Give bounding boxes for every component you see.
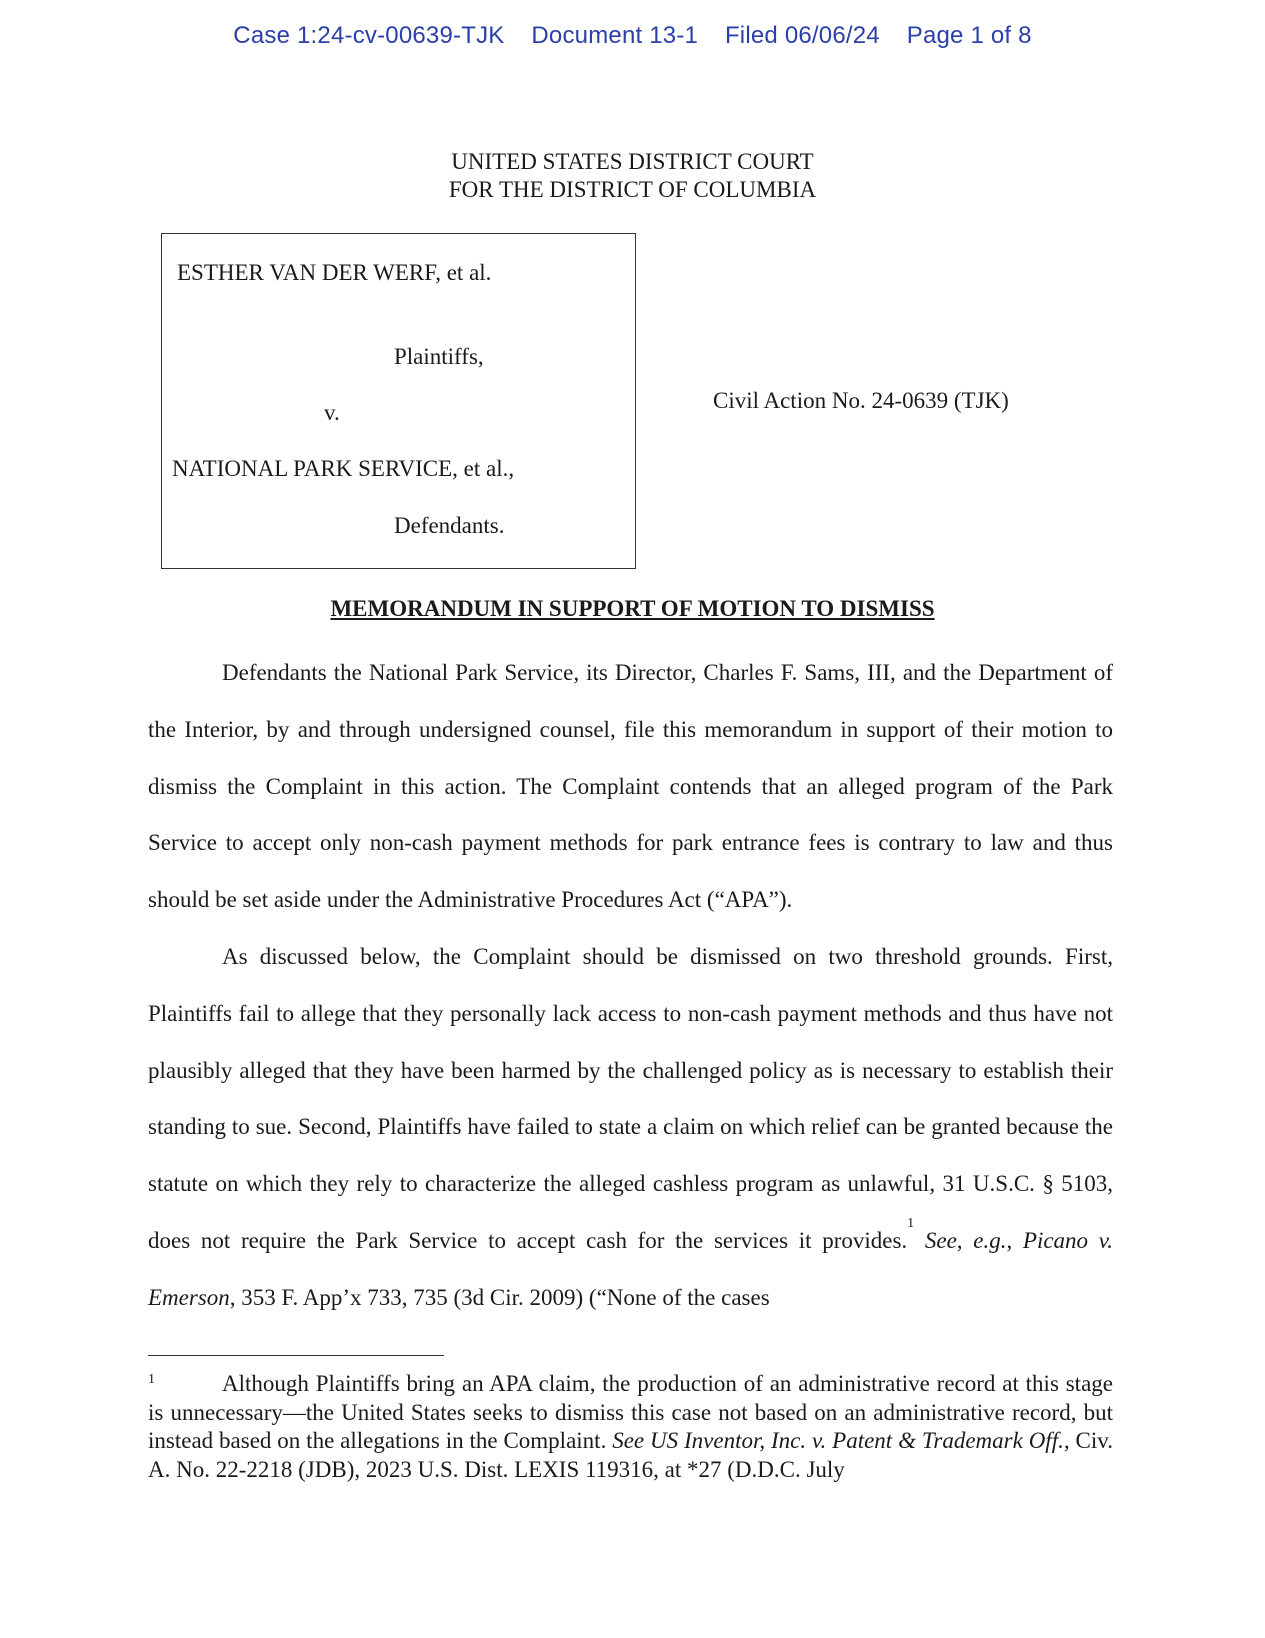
footnote-number: 1: [148, 1372, 155, 1387]
footnote: [148, 1370, 1113, 1484]
paragraph-1: Defendants the National Park Service, its Director, Charles F. Sams, III, and the Department of the Interior, by and through undersigned counsel, file this memorandum in support of their motion to dismiss the Complaint in this action. The Complaint contends that an alleged program of the Park Service to accept only non-cash payment methods for park entrance fees is contrary to law and thus should be set aside under the Administrative Procedures Act (“APA”).: [148, 660, 1113, 913]
paragraph-2-text: As discussed below, the Complaint should be dismissed on two threshold grounds. First, Plaintiffs fail to allege that they personally lack access to non-cash payment methods and thus have not plausibly alleged that they have been harmed by the challenged policy as is necessary to establish their standing to sue. Second, Plaintiffs have failed to state a claim on which relief can be granted because the statute on which they rely to characterize the alleged cashless program as unlawful, 31 U.S.C. § 5103, does not require the Park Service to accept cash for the services it provides.: [148, 943, 1113, 1253]
plaintiff-name: ESTHER VAN DER WERF, et al.: [177, 260, 492, 285]
page-indicator: Page 1 of 8: [906, 22, 1032, 49]
case-number: Case 1:24-cv-00639-TJK: [233, 22, 505, 49]
footnote-citation-tail: Civ. A. No. 22-2218 (JDB), 2023 U.S. Dist. LEXIS 119316, at *27 (D.D.C. July: [148, 1428, 1113, 1482]
memorandum-body: [148, 645, 1113, 1327]
ecf-header-stamp: [0, 22, 1265, 50]
footnote-citation-case: See US Inventor, Inc. v. Patent & Trademark Off.,: [612, 1428, 1070, 1453]
case-name: Picano v. Emerson: [148, 1227, 1114, 1310]
filed-date: Filed 06/06/24: [724, 22, 880, 49]
footnote-divider: [148, 1355, 444, 1356]
footnote-reference: 1: [907, 1215, 915, 1231]
case-caption-box: [161, 233, 636, 569]
document-number: Document 13-1: [531, 22, 699, 49]
citation-comma: ,: [1006, 1227, 1023, 1253]
defendants-role: Defendants.: [394, 513, 505, 538]
document-title: MEMORANDUM IN SUPPORT OF MOTION TO DISMISS: [330, 596, 935, 621]
citation-signal: See, e.g.: [924, 1227, 1007, 1253]
plaintiffs-role: Plaintiffs,: [394, 344, 484, 369]
civil-action-number: Civil Action No. 24-0639 (TJK): [713, 388, 1009, 413]
versus: v.: [324, 400, 340, 425]
footnote-text: [148, 1370, 1113, 1484]
citation-tail: , 353 F. App’x 733, 735 (3d Cir. 2009) (“None of the cases: [229, 1284, 770, 1310]
court-line-2: FOR THE DISTRICT OF COLUMBIA: [448, 177, 817, 202]
footnote-body: Although Plaintiffs bring an APA claim, the production of an administrative record at this stage is unnecessary—the United States seeks to dismiss this case not based on an administrative record, but instead based on the allegations in the Complaint.: [148, 1371, 1113, 1453]
paragraph-2: [148, 929, 1113, 1327]
defendant-name: NATIONAL PARK SERVICE, et al.,: [172, 456, 515, 481]
court-name: [0, 148, 1265, 204]
court-line-1: UNITED STATES DISTRICT COURT: [451, 149, 814, 174]
